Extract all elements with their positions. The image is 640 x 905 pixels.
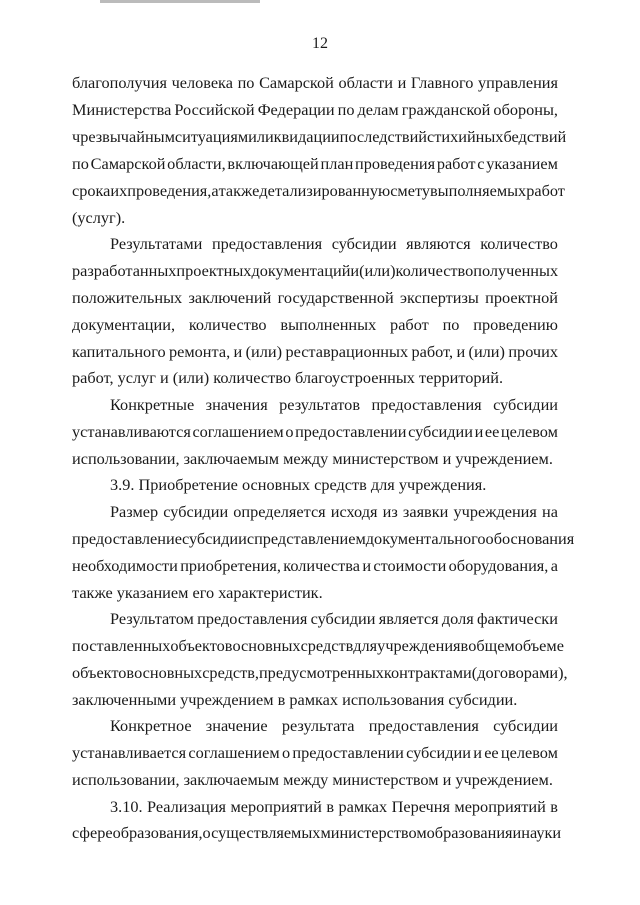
text-line: также указанием его характеристик. [72, 583, 323, 602]
page-number: 12 [312, 35, 328, 52]
text-line: 3.9. Приобретение основных средств для учреждения. [110, 475, 487, 494]
text-line: (услуг). [72, 208, 126, 227]
text-line: работ, услуг и (или) количество благоустроенных территорий. [72, 368, 504, 387]
text-line: разработанных проектных документаций и (или) количество полученных [72, 261, 559, 280]
text-line: чрезвычайным ситуациям и ликвидации последствий стихийных бедствий [72, 127, 567, 146]
text-line: Конкретные значения результатов предоставления субсидии [110, 395, 558, 414]
text-line: документации, количество выполненных работ по проведению [72, 315, 558, 334]
text-line: устанавливаются соглашением о предоставлении субсидии и ее целевом [72, 422, 558, 441]
text-line: Результатами предоставления субсидии являются количество [110, 234, 558, 253]
text-line: заключенными учреждением в рамках использования субсидии. [72, 690, 518, 709]
text-line: объектов основных средств, предусмотренных контрактами (договорами), [72, 663, 568, 682]
text-line: Министерства Российской Федерации по делам гражданской обороны, [72, 100, 558, 119]
text-line: использовании, заключаемым между министерством и учреждением. [72, 449, 553, 468]
text-line: необходимости приобретения, количества и стоимости оборудования, а [72, 556, 558, 575]
text-line: устанавливается соглашением о предоставлении субсидии и ее целевом [72, 743, 558, 762]
text-line: Результатом предоставления субсидии является доля фактически [110, 609, 558, 628]
text-line: 3.10. Реализация мероприятий в рамках Перечня мероприятий в [110, 797, 558, 816]
text-line: капитального ремонта, и (или) реставрационных работ, и (или) прочих [72, 342, 558, 361]
text-line: положительных заключений государственной экспертизы проектной [72, 288, 558, 307]
scan-edge-mark [100, 0, 260, 3]
text-line: использовании, заключаемым между министерством и учреждением. [72, 770, 553, 789]
text-line: по Самарской области, включающей план проведения работ с указанием [72, 154, 558, 173]
text-line: благополучия человека по Самарской области и Главного управления [72, 73, 558, 92]
text-line: Размер субсидии определяется исходя из заявки учреждения на [110, 502, 558, 521]
text-line: сфере образования, осуществляемых министерством образования и науки [72, 823, 562, 842]
text-line: срока их проведения, а также детализированную смету выполняемых работ [72, 181, 565, 200]
text-line: предоставление субсидии с представлением документального обоснования [72, 529, 575, 548]
text-line: поставленных объектов основных средств для учреждения в общем объеме [72, 636, 564, 655]
text-line: Конкретное значение результата предоставления субсидии [110, 716, 558, 735]
